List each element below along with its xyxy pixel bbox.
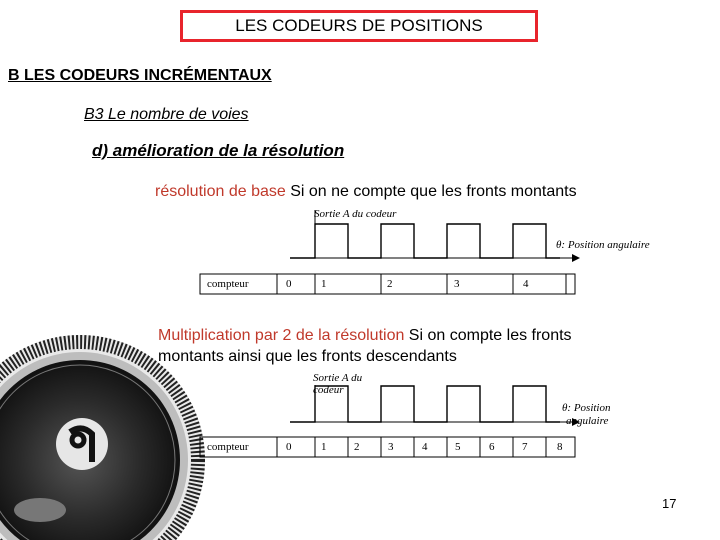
d2-count-5: 5 xyxy=(455,441,461,453)
d1-signal-label: Sortie A du codeur xyxy=(314,208,397,220)
subsubsection-heading: d) amélioration de la résolution xyxy=(92,141,345,160)
d1-count-2: 2 xyxy=(387,278,393,290)
d2-counter-label: compteur xyxy=(207,441,249,453)
section-heading: B LES CODEURS INCRÉMENTAUX xyxy=(8,67,272,84)
d2-signal-label-line1: Sortie A du xyxy=(313,372,363,384)
diagram1-caption-text: Si on ne compte que les fronts montants xyxy=(285,183,577,200)
d1-axis-label: θ: Position angulaire xyxy=(556,239,650,251)
subsection-heading: B3 Le nombre de voies xyxy=(84,106,249,123)
d1-square-wave xyxy=(290,224,560,258)
d1-counter-label: compteur xyxy=(207,278,249,290)
d2-count-2: 2 xyxy=(354,441,360,453)
d1-count-0: 0 xyxy=(286,278,292,290)
d2-count-1: 1 xyxy=(321,441,327,453)
d2-count-7: 7 xyxy=(522,441,528,453)
d2-axis-label-line1: θ: Position xyxy=(562,402,611,414)
d2-count-6: 6 xyxy=(489,441,495,453)
diagram1-caption-highlight: résolution de base xyxy=(155,183,286,200)
diagram2-caption-text: Si on compte les fronts montants ainsi que les fronts descendants xyxy=(158,327,572,365)
d1-count-3: 3 xyxy=(454,278,460,290)
d2-signal-label xyxy=(313,372,362,396)
page-title: LES CODEURS DE POSITIONS xyxy=(235,16,483,35)
d2-count-8: 8 xyxy=(557,441,563,453)
diagram2-caption-highlight: Multiplication par 2 de la résolution xyxy=(158,327,405,344)
d2-axis-label xyxy=(562,402,611,428)
encoder-disc-image xyxy=(0,335,205,540)
d1-axis-arrow xyxy=(572,254,580,262)
d1-count-1: 1 xyxy=(321,278,327,290)
d2-count-3: 3 xyxy=(388,441,394,453)
d2-count-4: 4 xyxy=(422,441,428,453)
d2-axis-label-line2: angulaire xyxy=(566,415,609,427)
d1-count-4: 4 xyxy=(523,278,529,290)
page-number: 17 xyxy=(662,496,677,511)
d2-signal-label-line2: codeur xyxy=(313,384,344,396)
d2-count-0: 0 xyxy=(286,441,292,453)
